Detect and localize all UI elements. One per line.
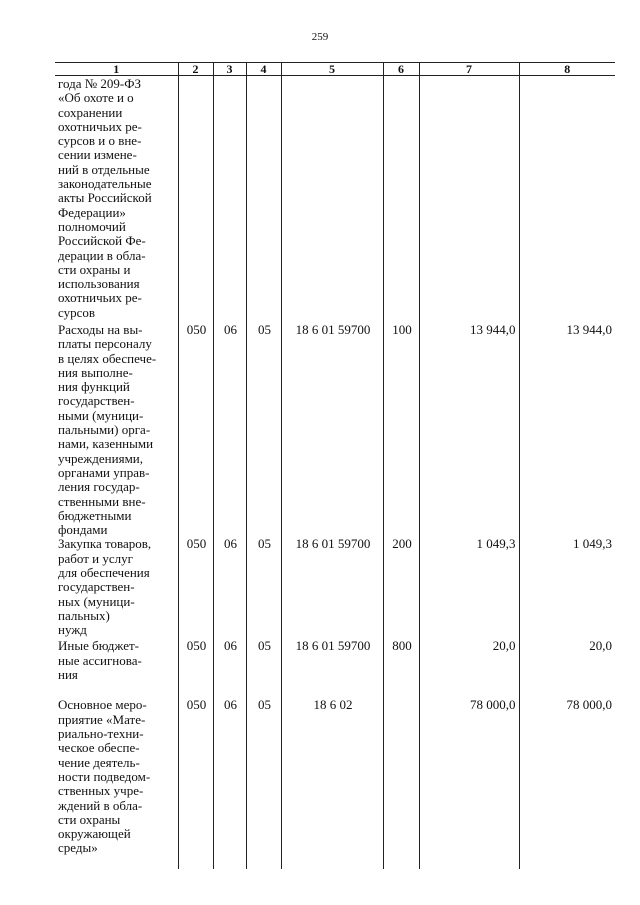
name-line: нами, казенными [58, 436, 154, 452]
cell-gov-code: 050 [178, 639, 213, 698]
row-name [55, 76, 178, 324]
name-line: чение деятель- [58, 754, 140, 770]
row-name [55, 698, 178, 869]
name-line: сении измене- [58, 147, 137, 163]
row-name [55, 537, 178, 639]
name-line: Иные бюджет- [58, 638, 139, 654]
name-line: сти охраны и [58, 261, 131, 277]
header-col-6: 6 [383, 63, 419, 76]
name-line: акты Российской [58, 190, 152, 206]
name-line: законодательные [58, 176, 152, 192]
header-col-8: 8 [519, 63, 615, 76]
cell-gov-code: 050 [178, 537, 213, 639]
header-col-3: 3 [213, 63, 246, 76]
name-line: ственными вне- [58, 493, 146, 509]
name-line: ния выполне- [58, 364, 133, 380]
cell-amount-7: 1 049,3 [419, 537, 519, 639]
name-line: сурсов и о вне- [58, 133, 142, 149]
cell-amount-7 [419, 76, 519, 324]
cell-expense-type: 800 [383, 639, 419, 698]
cell-target-article [281, 76, 383, 324]
name-line: ления государ- [58, 479, 140, 495]
cell-amount-8: 13 944,0 [519, 323, 615, 537]
name-line: нужд [58, 622, 87, 638]
name-line: Расходы на вы- [58, 322, 143, 337]
table-header-row [55, 63, 615, 76]
cell-expense-type [383, 76, 419, 324]
cell-target-article: 18 6 01 59700 [281, 323, 383, 537]
header-col-2: 2 [178, 63, 213, 76]
name-line: года № 209-ФЗ [58, 76, 142, 91]
row-name [55, 639, 178, 698]
cell-subsection: 05 [246, 323, 281, 537]
cell-section [213, 76, 246, 324]
budget-table [55, 62, 615, 869]
name-line: ными (муници- [58, 407, 144, 423]
cell-section: 06 [213, 323, 246, 537]
name-line: пальных) [58, 607, 110, 623]
cell-section: 06 [213, 698, 246, 869]
name-line: Основное меро- [58, 697, 147, 713]
table-row [55, 323, 615, 537]
name-line: Федерации» [58, 204, 126, 220]
name-line: органами управ- [58, 464, 150, 480]
name-line: ния [58, 667, 78, 683]
name-line: «Об охоте и о [58, 90, 134, 106]
name-line: ния функций [58, 379, 130, 395]
cell-section: 06 [213, 537, 246, 639]
name-line: ных (муници- [58, 593, 135, 609]
cell-amount-7: 20,0 [419, 639, 519, 698]
table-row [55, 698, 615, 869]
row-name [55, 323, 178, 537]
cell-expense-type: 200 [383, 537, 419, 639]
cell-amount-8 [519, 76, 615, 324]
cell-section: 06 [213, 639, 246, 698]
name-line: фондами [58, 522, 108, 538]
name-line: ний в отдельные [58, 161, 150, 177]
name-line: охотничьих ре- [58, 118, 142, 134]
name-line: сохранении [58, 104, 123, 120]
name-line: ческое обеспе- [58, 740, 140, 756]
cell-subsection: 05 [246, 698, 281, 869]
cell-expense-type [383, 698, 419, 869]
cell-gov-code: 050 [178, 323, 213, 537]
name-line: ности подведом- [58, 768, 151, 784]
name-line: учреждениями, [58, 450, 144, 466]
cell-target-article: 18 6 02 [281, 698, 383, 869]
header-col-1: 1 [55, 63, 178, 76]
cell-gov-code: 050 [178, 698, 213, 869]
name-line: приятие «Мате- [58, 711, 146, 727]
name-line: Закупка товаров, [58, 536, 152, 552]
name-line: в целях обеспече- [58, 350, 157, 366]
table-row [55, 639, 615, 698]
name-line: сурсов [58, 304, 96, 320]
header-col-4: 4 [246, 63, 281, 76]
header-col-7: 7 [419, 63, 519, 76]
cell-amount-8: 78 000,0 [519, 698, 615, 869]
cell-gov-code [178, 76, 213, 324]
name-line: работ и услуг [58, 550, 133, 566]
name-line: охотничьих ре- [58, 290, 142, 306]
name-line: государствен- [58, 393, 135, 409]
page-number: 259 [311, 31, 329, 43]
name-line: Российской Фе- [58, 233, 146, 249]
name-line: ждений в обла- [58, 797, 143, 813]
name-line: для обеспечения [58, 565, 150, 581]
header-col-5: 5 [281, 63, 383, 76]
name-line: полномочий [58, 218, 126, 234]
cell-amount-8: 1 049,3 [519, 537, 615, 639]
name-line: риально-техни- [58, 726, 144, 742]
name-line: дерации в обла- [58, 247, 146, 263]
name-line: бюджетными [58, 507, 132, 523]
name-line: среды» [58, 840, 98, 856]
name-line: платы персоналу [58, 336, 152, 352]
cell-amount-7: 13 944,0 [419, 323, 519, 537]
cell-expense-type: 100 [383, 323, 419, 537]
name-line: окружающей [58, 826, 131, 842]
name-line: использования [58, 276, 140, 292]
cell-amount-8: 20,0 [519, 639, 615, 698]
cell-target-article: 18 6 01 59700 [281, 639, 383, 698]
cell-subsection: 05 [246, 537, 281, 639]
name-line: сти охраны [58, 811, 121, 827]
table-row [55, 76, 615, 324]
cell-target-article: 18 6 01 59700 [281, 537, 383, 639]
table-row [55, 537, 615, 639]
name-line: ственных учре- [58, 783, 144, 799]
name-line: ные ассигнова- [58, 652, 142, 668]
cell-subsection [246, 76, 281, 324]
name-line: государствен- [58, 579, 135, 595]
cell-amount-7: 78 000,0 [419, 698, 519, 869]
cell-subsection: 05 [246, 639, 281, 698]
name-line: пальными) орга- [58, 422, 151, 438]
